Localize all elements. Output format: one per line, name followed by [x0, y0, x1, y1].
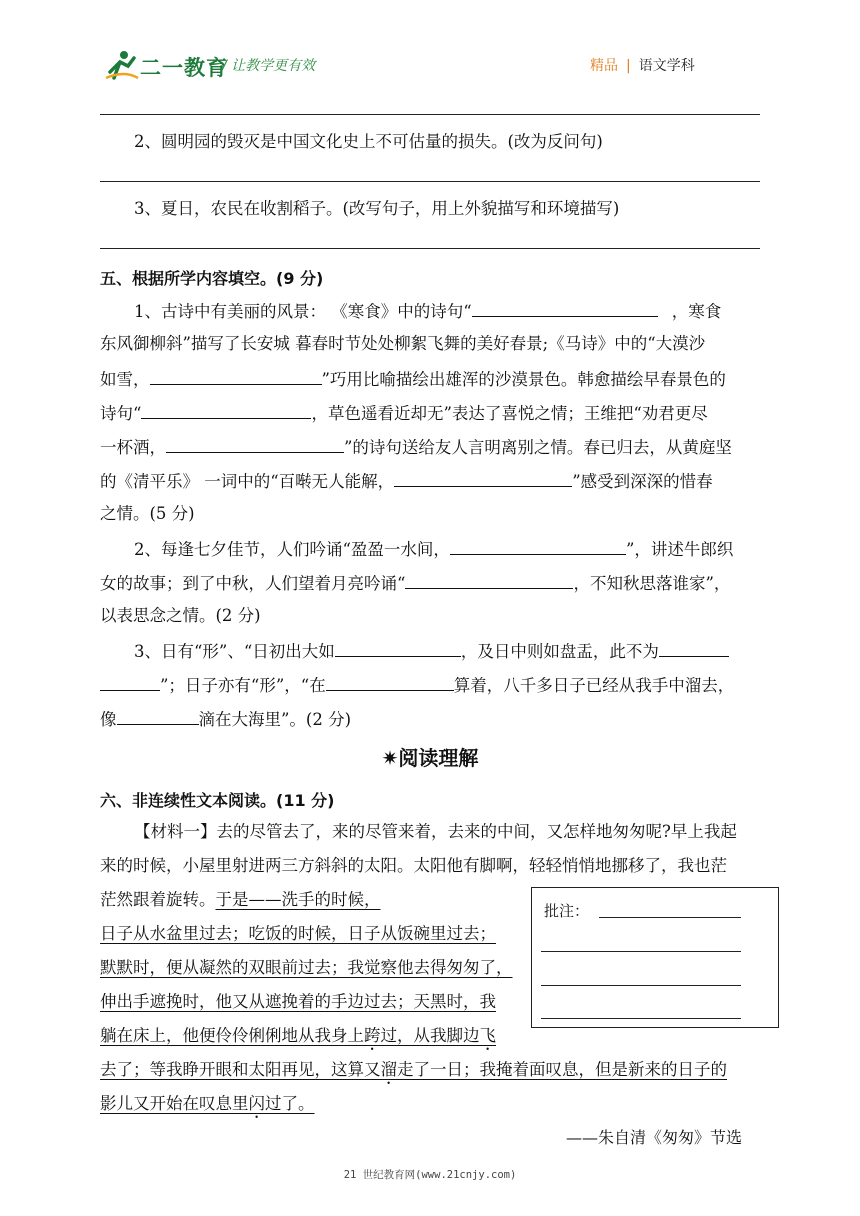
text-span: 像	[100, 710, 117, 729]
subject-tag: 语文学科	[638, 58, 695, 74]
fill-blank[interactable]	[100, 672, 160, 691]
text-line	[134, 536, 733, 562]
answer-line	[100, 181, 760, 182]
underlined-text	[100, 1024, 496, 1054]
header-separator: |	[626, 58, 631, 74]
emphasis-char: 溜	[380, 1060, 397, 1079]
text-span: 茫然跟着旋转。	[100, 890, 216, 909]
text-span: ，不知秋思落谁家”，	[573, 574, 731, 593]
text-line	[134, 298, 721, 324]
text-span: 躺在床上，他便伶伶俐俐地从我身上	[100, 1026, 364, 1045]
fill-blank[interactable]	[450, 536, 626, 555]
text-line: 之情。(5 分)	[100, 504, 195, 523]
text-line	[100, 468, 713, 494]
text-span: 影儿又开始在叹息里	[100, 1094, 249, 1113]
text-span: 去了；等我睁开眼和太阳再见，这算又	[100, 1060, 381, 1079]
text-line: 东风御柳斜”描写了长安城 暮春时节处处柳絮飞舞的美好春景;《马诗》中的“大漠沙	[100, 334, 706, 353]
section5-heading: 五、根据所学内容填空。(9 分)	[100, 269, 324, 288]
text-span: ，寒食	[671, 302, 722, 321]
text-line	[100, 570, 730, 596]
text-line	[134, 638, 729, 664]
emphasis-char: 飞	[479, 1026, 496, 1045]
text-span: 算着，八千多日子已经从我手中溜去，	[453, 676, 735, 695]
annotation-line[interactable]	[541, 951, 741, 952]
fill-blank[interactable]	[335, 638, 461, 657]
text-span: 3、日有“形”、“日初出大如	[134, 642, 335, 661]
question-3: 3、夏日，农民在收割稻子。(改写句子，用上外貌描写和环境描写)	[134, 199, 620, 218]
annotation-label: 批注：	[544, 902, 590, 920]
text-span: ”；日子亦有“形”，“在	[160, 676, 326, 695]
underlined-text: 伸出手遮挽时，他又从遮挽着的手边过去；天黑时，我	[100, 992, 496, 1011]
text-line	[100, 366, 726, 392]
text-span: 2、每逢七夕佳节，人们吟诵“盈盈一水间，	[134, 540, 450, 559]
text-line: 【材料一】去的尽管去了，来的尽管来着，去来的中间，又怎样地匆匆呢?早上我起	[134, 822, 737, 841]
fill-blank[interactable]	[117, 706, 199, 725]
text-line	[100, 672, 734, 698]
logo-text: 二一教育	[140, 56, 228, 80]
page-footer: 21 世纪教育网(www.21cnjy.com)	[343, 1169, 517, 1181]
text-span: 女的故事；到了中秋，人们望着月亮吟诵“	[100, 574, 406, 593]
underlined-text	[100, 1058, 727, 1088]
text-span: 过了。	[265, 1094, 315, 1113]
text-span: ，草色遥看近却无”表达了喜悦之情；王维把“劝君更尽	[311, 404, 708, 423]
text-line: 来的时候，小屋里射进两三方斜斜的太阳。太阳他有脚啊，轻轻悄悄地挪移了，我也茫	[100, 856, 727, 875]
reading-section-title: ✷阅读理解	[381, 746, 479, 770]
fill-blank[interactable]	[394, 468, 572, 487]
annotation-line[interactable]	[541, 1018, 741, 1019]
fill-blank[interactable]	[659, 638, 729, 657]
text-line	[100, 706, 351, 732]
quality-tag: 精品	[590, 58, 618, 74]
emphasis-char: 闪	[248, 1094, 265, 1113]
text-span: ”的诗句送给友人言明离别之情。春已归去，从黄庭坚	[344, 438, 732, 457]
text-span: 如雪，	[100, 370, 150, 389]
text-line	[100, 400, 708, 426]
text-span: 走了一日；我掩着面叹息，但是新来的日子的	[397, 1060, 727, 1079]
answer-line	[100, 114, 760, 115]
text-span: 过，从我脚边	[380, 1026, 480, 1045]
question-2: 2、圆明园的毁灭是中国文化史上不可估量的损失。(改为反问句)	[134, 132, 603, 151]
text-span: ”，讲述牛郎织	[625, 540, 734, 559]
annotation-line[interactable]	[541, 985, 741, 986]
fill-blank[interactable]	[166, 434, 344, 453]
text-span: 滴在大海里”。(2 分)	[198, 710, 352, 729]
slogan: / 让教学更有效	[222, 58, 316, 74]
text-line: 以表思念之情。(2 分)	[100, 606, 261, 625]
emphasis-char: 跨	[364, 1026, 381, 1045]
fill-blank[interactable]	[326, 672, 454, 691]
text-span: ”感受到深深的惜春	[572, 472, 713, 491]
text-span: 1、古诗中有美丽的风景： 《寒食》中的诗句“	[134, 302, 472, 321]
underlined-text: 日子从水盆里过去；吃饭的时候，日子从饭碗里过去；	[100, 924, 496, 943]
fill-blank[interactable]	[472, 298, 658, 317]
underlined-text	[100, 1092, 315, 1122]
text-span: ”巧用比喻描绘出雄浑的沙漠景色。韩愈描绘早春景色的	[321, 370, 726, 389]
fill-blank[interactable]	[141, 400, 311, 419]
text-line	[100, 434, 732, 460]
text-span: 的《清平乐》 一词中的“百啭无人能解，	[100, 472, 395, 491]
text-span: 一杯酒，	[100, 438, 166, 457]
text-span: ，及日中则如盘盂，此不为	[460, 642, 659, 661]
header-tags	[590, 55, 695, 75]
annotation-line[interactable]	[599, 917, 741, 918]
fill-blank[interactable]	[405, 570, 573, 589]
underlined-text: 于是——洗手的时候，	[215, 890, 381, 909]
text-line	[100, 888, 381, 912]
fill-blank[interactable]	[150, 366, 322, 385]
answer-line	[100, 248, 760, 249]
text-span: 诗句“	[100, 404, 142, 423]
section6-heading: 六、非连续性文本阅读。(11 分)	[100, 791, 335, 810]
underlined-text: 默默时，便从凝然的双眼前过去；我觉察他去得匆匆了，	[100, 958, 513, 977]
attribution: ——朱自清《匆匆》节选	[566, 1128, 743, 1147]
